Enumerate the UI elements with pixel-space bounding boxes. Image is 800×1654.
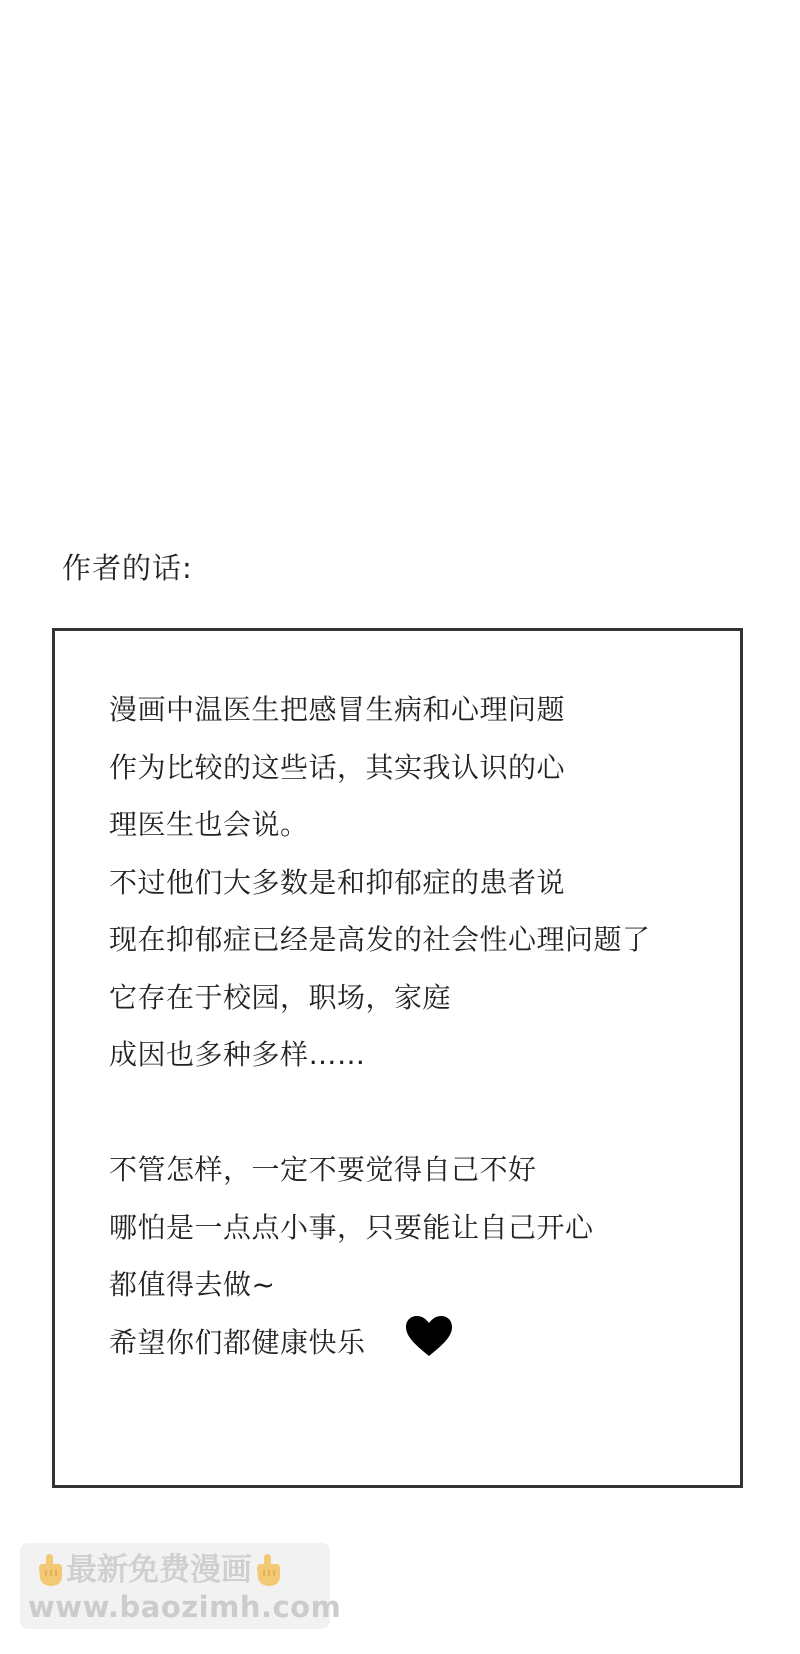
note-line: 作为比较的这些话，其实我认识的心 <box>109 750 566 784</box>
note-line: 现在抑郁症已经是高发的社会性心理问题了 <box>109 923 651 956</box>
watermark-title-row <box>34 1551 284 1589</box>
closing-line <box>109 1314 749 1372</box>
paragraph-gap <box>109 1084 749 1142</box>
pointing-down-hand-icon <box>34 1552 66 1588</box>
author-note-text <box>109 681 749 1371</box>
watermark-title: 最新免费漫画 <box>66 1552 252 1588</box>
pointing-down-hand-icon <box>252 1552 284 1588</box>
heart-icon <box>404 1314 454 1378</box>
site-watermark <box>20 1543 342 1629</box>
note-line: 理医生也会说。 <box>109 808 309 841</box>
note-line: 不过他们大多数是和抑郁症的患者说 <box>109 865 566 899</box>
watermark-url[interactable]: www.baozimh.com <box>28 1590 342 1624</box>
closing-text: 希望你们都健康快乐 <box>109 1325 366 1359</box>
note-line: 成因也多种多样…… <box>109 1038 366 1071</box>
author-note-heading: 作者的话: <box>62 551 193 585</box>
note-line: 哪怕是一点点小事，只要能让自己开心 <box>109 1210 594 1244</box>
note-line: 它存在于校园，职场，家庭 <box>109 980 452 1014</box>
note-line: 不管怎样，一定不要觉得自己不好 <box>109 1153 537 1186</box>
note-line: 漫画中温医生把感冒生病和心理问题 <box>109 693 566 726</box>
note-line: 都值得去做~ <box>109 1268 276 1301</box>
author-note-box <box>52 628 743 1488</box>
